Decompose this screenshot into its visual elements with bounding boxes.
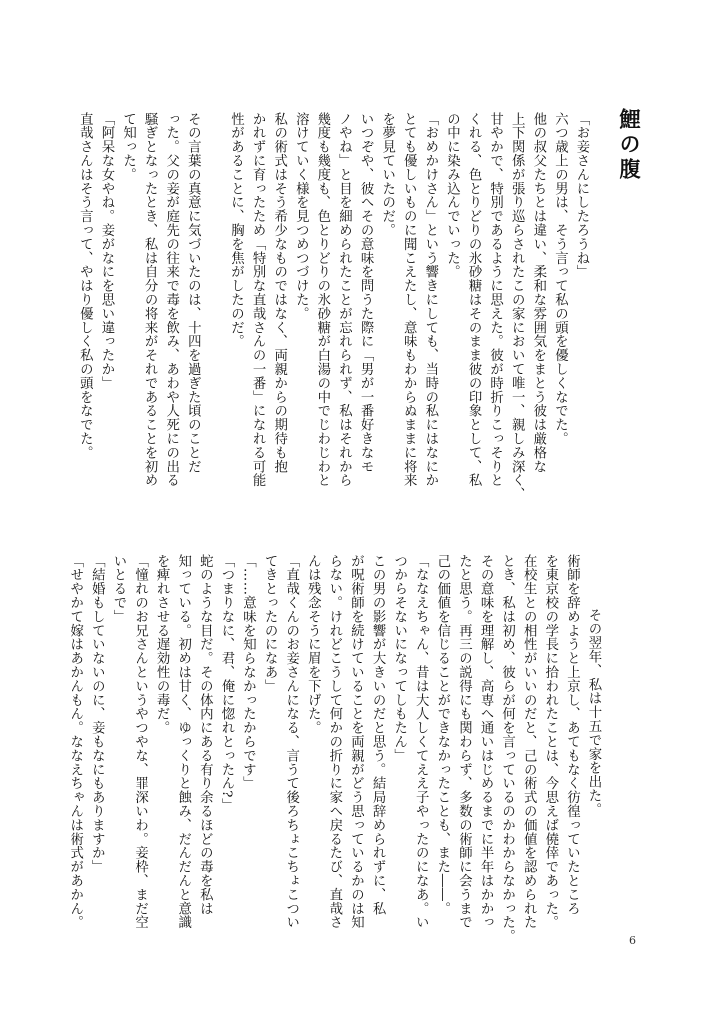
text-line: を痺れさせる遅効性の毒だ。 <box>154 554 170 735</box>
text-line: 「阿呆な女やね。妾がなにを思い違ったか」 <box>98 112 114 390</box>
text-block-top <box>77 112 592 502</box>
text-line: 「ななえちゃん、昔は大人しくてええ子やったのになあ。い <box>413 554 429 930</box>
text-line: 「つまりなに、君、俺に惚れとったん?」 <box>218 554 234 812</box>
text-line: 幾度も幾度も、色とりどりの氷砂糖が白湯の中でじわじわと <box>314 112 330 488</box>
text-line: 性があることに、胸を焦がしたのだ。 <box>228 112 244 349</box>
text-line: その意味を理解し、高専へ通いはじめるまでに半年はかかっ <box>478 554 494 930</box>
text-line: 甘やかで、特別であるように思えた。彼が時折りこっそりと <box>487 112 503 488</box>
page-number: 6 <box>629 934 636 947</box>
text-line: て知った。 <box>120 112 136 182</box>
text-line: つからそないになってしもたん」 <box>391 554 407 763</box>
text-line: んは残念そうに眉を下げた。 <box>305 554 321 735</box>
text-block-bottom <box>67 554 604 944</box>
text-line: を夢見ていたのだ。 <box>379 112 395 238</box>
text-line: 術師を辞めようと上京し、あてもなく彷徨っていたところ <box>564 554 580 916</box>
text-line: とても優しいものに聞こえたし、意味もわからぬままに将来 <box>401 112 417 488</box>
text-line: 「結婚もしていないのに、妾もなにもありますか」 <box>89 554 105 874</box>
text-line: 己の価値を信じることができなかったことも、また――。 <box>434 554 450 916</box>
text-line: 在校生との相性がいいのだと、己の術式の価値を認められた <box>521 554 537 930</box>
text-line: 「……意味を知らなかったからです」 <box>240 554 256 791</box>
text-line: この男の影響が大きいのだと思う。結局辞められずに、私 <box>370 554 386 916</box>
text-line: を東京校の学長に拾われたことは、今思えば僥倖であった。 <box>542 554 558 930</box>
text-line: 騒ぎとなったとき、私は自分の将来がそれであることを初め <box>142 112 158 488</box>
text-line: いとるで」 <box>110 554 126 624</box>
text-line: が呪術師を続けていることを両親がどう思っているかのは知 <box>348 554 364 930</box>
chapter-title: 鯉の腹 <box>617 108 642 183</box>
text-line: 六つ歳上の男は、そう言って私の頭を優しくなでた。 <box>552 112 568 446</box>
text-line: とき、私は初め、彼らが何を言っているのかわからなかった。 <box>499 554 515 944</box>
text-line: 私の術式はそう希少なものではなく、両親からの期待も抱 <box>271 112 287 474</box>
text-line: の中に染み込んでいった。 <box>444 112 460 279</box>
text-line: らない。けれどこうして何かの折りに家へ戻るたび、直哉さ <box>326 554 342 930</box>
text-line: たと思う。再三の説得にも関わらず、多数の術師に会うまで <box>456 554 472 930</box>
text-line: かれずに育ったため「特別な直哉さんの一番」になれる可能 <box>250 112 266 488</box>
text-line: 「憧れのお兄さんというやつやな、罪深いわ。妾枠、まだ空 <box>132 554 148 930</box>
text-line: 「おめかけさん」という響きにしても、当時の私にはなにか <box>422 112 438 488</box>
text-line: その言葉の真意に気づいたのは、十四を過ぎた頃のことだ <box>185 112 201 474</box>
text-line: 上下関係が張り巡らされたこの家において唯一、親しみ深く、 <box>509 112 525 502</box>
text-line: 蛇のような目だ。その体内にある有り余るほどの毒を私は <box>197 554 213 916</box>
text-line: 溶けていく様を見つめつづけた。 <box>293 112 309 321</box>
blank-line <box>203 112 225 470</box>
text-line: いつぞや、彼へその意味を問うた際に「男が一番好きなモ <box>358 112 374 474</box>
text-line: 「せやかて嫁はあかんもん。ななえちゃんは術式があかん。 <box>67 554 83 930</box>
text-line: 他の叔父たちとは違い、柔和な雰囲気をまとう彼は厳格な <box>530 112 546 474</box>
text-line: ノやね」と目を細められたことが忘れられず、私はそれから <box>336 112 352 488</box>
text-line: 知っている。初めは甘く、ゆっくりと蝕み、だんだんと意識 <box>175 554 191 930</box>
text-line: 「直哉くんのお妾さんになる、言うて後ろちょこちょこつい <box>283 554 299 930</box>
text-line: 直哉さんはそう言って、やはり優しく私の頭をなでた。 <box>77 112 93 460</box>
text-line: てきとったのになあ」 <box>262 554 278 693</box>
text-line: その翌年、私は十五で家を出た。 <box>586 607 601 817</box>
text-line: くれる、色とりどりの氷砂糖はそのまま彼の印象として、私 <box>466 112 482 488</box>
text-line: 「お妾さんにしたろうね」 <box>574 112 589 279</box>
text-line: った。父の妾が庭先の往来で毒を飲み、あわや人死にの出る <box>163 112 179 488</box>
